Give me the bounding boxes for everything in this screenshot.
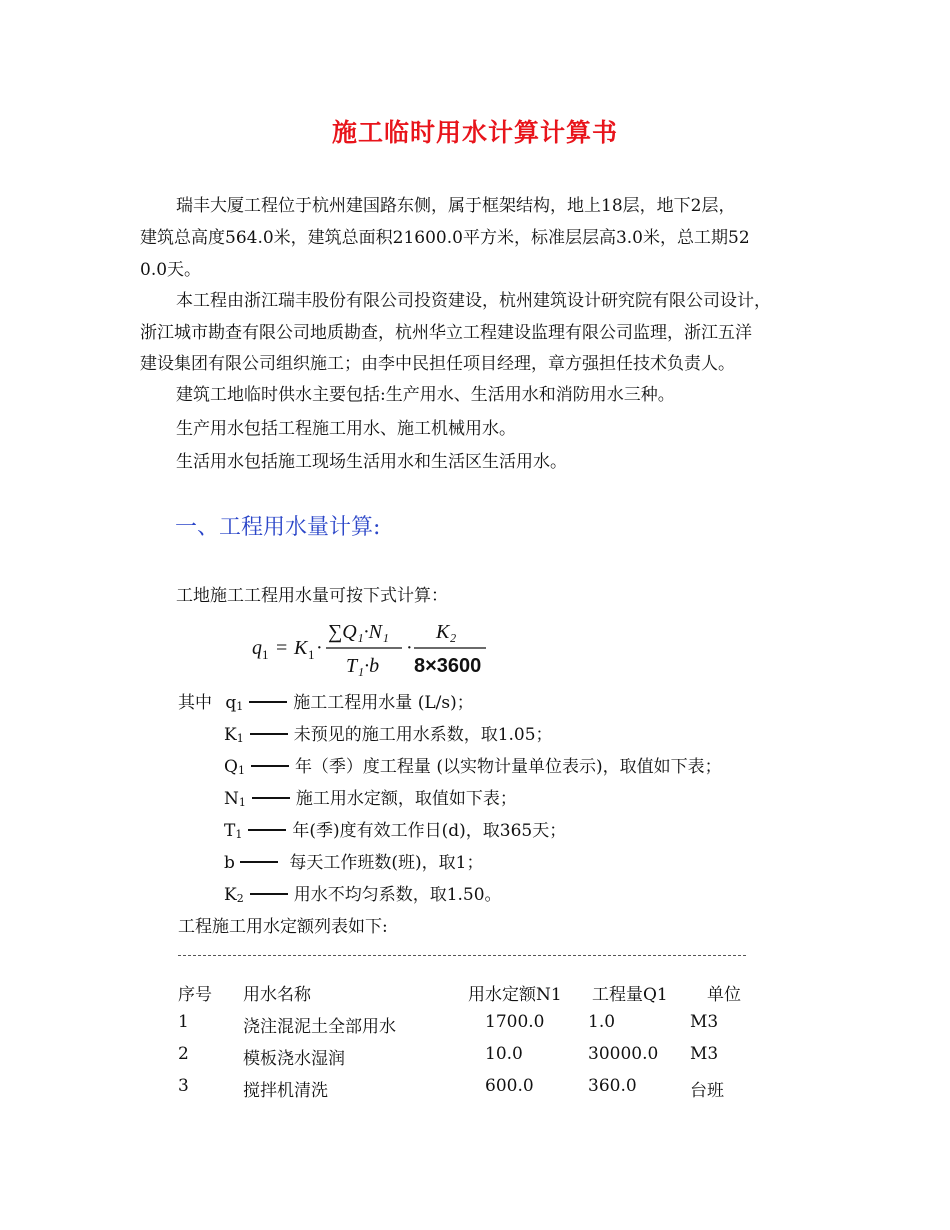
formula-dot-1: · bbox=[316, 637, 323, 659]
def-dash bbox=[250, 893, 288, 895]
intro-line-9: 生活用水包括施工现场生活用水和生活区生活用水。 bbox=[176, 452, 567, 472]
table-cell: M3 bbox=[690, 1012, 719, 1032]
def-symbol: $K_2$ bbox=[224, 885, 244, 905]
intro-line-4: 本工程由浙江瑞丰股份有限公司投资建设，杭州建筑设计研究院有限公司设计， bbox=[176, 291, 771, 311]
def-symbol: b bbox=[224, 853, 235, 873]
document-title: 施工临时用水计算计算书 bbox=[331, 118, 618, 147]
def-text: 未预见的施工用水系数，取1.05； bbox=[293, 725, 553, 745]
table-cell: 3 bbox=[178, 1076, 189, 1096]
table-cell: 360.0 bbox=[588, 1076, 637, 1096]
def-dash bbox=[252, 797, 290, 799]
def-text: 施工工程用水量 (L/s)； bbox=[293, 693, 474, 713]
table-header-index: 序号 bbox=[178, 985, 212, 1005]
table-cell: 模板浇水湿润 bbox=[243, 1049, 345, 1069]
def-symbol: $T_1$ bbox=[224, 821, 243, 841]
def-dash bbox=[240, 861, 278, 863]
intro-line-3: 0.0天。 bbox=[140, 260, 202, 280]
def-text: 施工用水定额，取值如下表； bbox=[295, 789, 517, 809]
def-row-t1 bbox=[224, 819, 566, 847]
formula-lhs: q bbox=[252, 637, 262, 659]
def-row-q1-quantity bbox=[224, 755, 722, 783]
formula-k2-denominator: 8×3600 bbox=[414, 655, 482, 677]
table-caption: 工程施工用水定额列表如下: bbox=[178, 917, 388, 937]
formula-denominator: T₁·b bbox=[346, 655, 380, 677]
def-symbol: $q_1$ bbox=[225, 693, 244, 713]
intro-line-5: 浙江城市勘查有限公司地质勘查，杭州华立工程建设监理有限公司监理，浙江五洋 bbox=[140, 323, 752, 343]
formula-intro: 工地施工工程用水量可按下式计算： bbox=[176, 586, 448, 606]
def-row-n1 bbox=[224, 787, 517, 815]
def-text: 年(季)度有效工作日(d)，取365天； bbox=[292, 821, 567, 841]
water-formula bbox=[250, 616, 490, 678]
formula-graphic bbox=[250, 616, 490, 678]
intro-line-6: 建设集团有限公司组织施工；由李中民担任项目经理，章方强担任技术负责人。 bbox=[140, 354, 735, 374]
section-heading: 一、工程用水量计算: bbox=[175, 515, 381, 540]
intro-line-7: 建筑工地临时供水主要包括:生产用水、生活用水和消防用水三种。 bbox=[176, 385, 675, 405]
def-dash bbox=[248, 829, 286, 831]
table-cell: 1.0 bbox=[588, 1012, 616, 1032]
def-row-q1 bbox=[178, 691, 474, 719]
table-cell: 10.0 bbox=[485, 1044, 523, 1064]
formula-lhs-sub: 1 bbox=[262, 647, 269, 662]
table-cell: 1700.0 bbox=[485, 1012, 545, 1032]
table-cell: 浇注混泥土全部用水 bbox=[243, 1017, 396, 1037]
table-cell: 30000.0 bbox=[588, 1044, 659, 1064]
def-row-b bbox=[224, 851, 483, 879]
formula-numerator: ∑Q₁·N₁ bbox=[328, 621, 389, 643]
dashed-divider bbox=[178, 955, 746, 956]
def-row-k2 bbox=[224, 883, 502, 911]
table-cell: M3 bbox=[690, 1044, 719, 1064]
formula-dot-2: · bbox=[406, 637, 413, 659]
defs-lead: 其中 bbox=[178, 693, 212, 713]
table-cell: 1 bbox=[178, 1012, 189, 1032]
def-text: 年（季）度工程量 (以实物计量单位表示)，取值如下表； bbox=[294, 757, 722, 777]
table-header-quantity: 工程量Q1 bbox=[592, 985, 668, 1005]
formula-k1-sub: 1 bbox=[308, 647, 315, 662]
def-row-k1 bbox=[224, 723, 553, 751]
formula-k1: K bbox=[294, 637, 308, 659]
def-symbol: $Q_1$ bbox=[224, 757, 245, 777]
table-header-unit: 单位 bbox=[707, 985, 741, 1005]
table-cell: 台班 bbox=[690, 1081, 724, 1101]
def-dash bbox=[250, 733, 288, 735]
table-header-name: 用水名称 bbox=[243, 985, 311, 1005]
intro-line-1: 瑞丰大厦工程位于杭州建国路东侧，属于框架结构，地上18层，地下2层， bbox=[176, 196, 736, 216]
intro-line-2: 建筑总高度564.0米，建筑总面积21600.0平方米，标准层层高3.0米，总工期52 bbox=[140, 228, 750, 248]
formula-equals: = bbox=[276, 637, 288, 659]
def-dash bbox=[251, 765, 289, 767]
table-header-quota: 用水定额N1 bbox=[468, 985, 562, 1005]
def-text: 用水不均匀系数，取1.50。 bbox=[293, 885, 502, 905]
table-cell: 600.0 bbox=[485, 1076, 534, 1096]
def-symbol: $N_1$ bbox=[224, 789, 246, 809]
formula-k2: K₂ bbox=[436, 621, 457, 643]
intro-line-8: 生产用水包括工程施工用水、施工机械用水。 bbox=[176, 419, 516, 439]
table-cell: 搅拌机清洗 bbox=[243, 1081, 328, 1101]
def-symbol: $K_1$ bbox=[224, 725, 244, 745]
table-cell: 2 bbox=[178, 1044, 189, 1064]
def-dash bbox=[249, 701, 287, 703]
def-text: 每天工作班数(班)，取1； bbox=[284, 853, 484, 873]
